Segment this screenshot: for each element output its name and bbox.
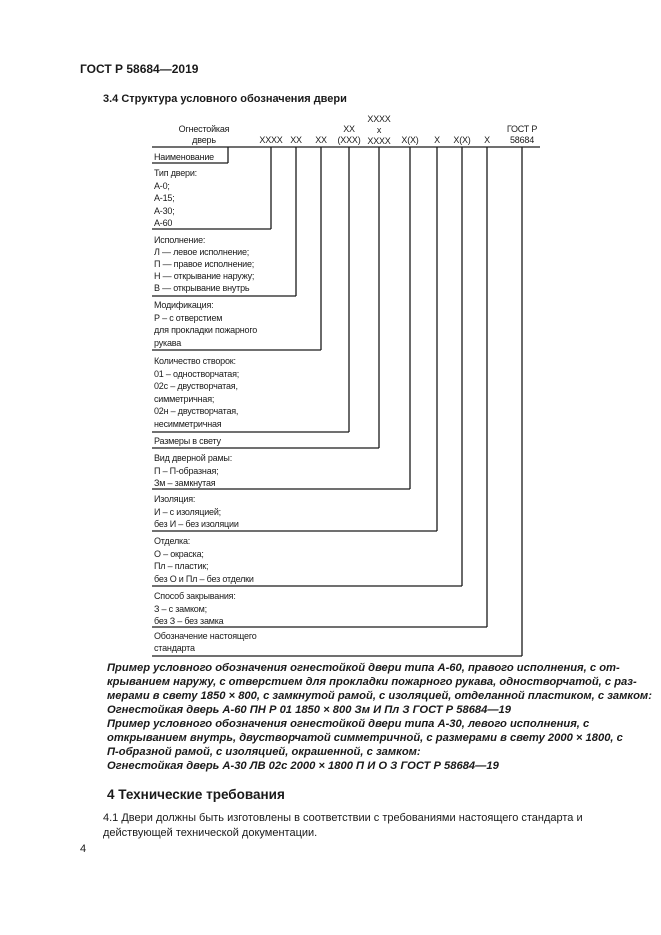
block-frame: Вид дверной рамы: П – П-образная; Зм – замкнутая [154, 453, 232, 488]
paragraph-4-1: 4.1 Двери должны быть изготовлены в соответствии с требованиями настоящего стандарта и действующей технической документации. [103, 812, 583, 839]
code-leaves: XX (XXX) [337, 124, 361, 145]
code-size: XXXX x XXXX [367, 114, 391, 146]
code-insulation: X [434, 135, 440, 145]
page-number: 4 [80, 843, 87, 855]
naming-label: Наименование [154, 152, 214, 162]
block-execution: Исполнение: Л — левое исполнение; П — правое исполнение; Н — открывание наружу; В — открывание внутрь [154, 235, 255, 293]
document-header: ГОСТ Р 58684—2019 [80, 62, 199, 76]
example-1-code: Огнестойкая дверь А-60 ПН Р 01 1850 × 800 Зм И Пл З ГОСТ Р 58684—19 [107, 704, 511, 716]
block-size: Размеры в свету [154, 436, 221, 446]
block-leaves: Количество створок: 01 – одностворчатая; 02с – двустворчатая, симметричная; 02н – двустворчатая, несимметричная [154, 356, 240, 429]
example-1-text-cont: крыванием наружу, с отверстием для прокладки пожарного рукава, одностворчатой, с раз- мерами в свету 1850 × 800, с замкнутой рамой, с изоляцией, отделанной пластиком, с замком: [107, 676, 652, 702]
code-frame: X(X) [401, 135, 419, 145]
example-1-text: Пример условного обозначения огнестойкой двери типа А-60, правого исполнения, с от- [107, 662, 620, 674]
product-label: Огнестойкая дверь [178, 124, 230, 145]
section-title: 3.4 Структура условного обозначения двери [103, 93, 347, 105]
code-lock: X [484, 135, 490, 145]
block-lock: Способ закрывания: З – с замком; без З – без замка [154, 591, 236, 626]
code-standard: ГОСТ Р 58684 [506, 124, 538, 145]
block-standard: Обозначение настоящего стандарта [154, 631, 257, 653]
code-execution: XX [290, 135, 302, 145]
block-finish: Отделка: О – окраска; Пл – пластик; без О и Пл – без отделки [154, 536, 254, 584]
example-2-text: Пример условного обозначения огнестойкой двери типа А-30, левого исполнения, с открыванием внутрь, двустворчатой симметричной, с размерами в свету 2000 × 1800, с П-образной рамой, с изоляцией, окрашенной, с замком: [107, 718, 623, 758]
block-type: Тип двери: А-0; А-15; А-30; А-60 [154, 168, 197, 228]
block-modification: Модификация: Р – с отверстием для прокладки пожарного рукава [154, 300, 258, 348]
code-type: XXXX [259, 135, 283, 145]
code-modification: XX [315, 135, 327, 145]
chapter-title: 4 Технические требования [107, 787, 285, 802]
block-insulation: Изоляция: И – с изоляцией; без И – без изоляции [154, 494, 239, 529]
example-2-code: Огнестойкая дверь А-30 ЛВ 02с 2000 × 1800 П И О З ГОСТ Р 58684—19 [107, 760, 499, 772]
code-finish: X(X) [453, 135, 471, 145]
